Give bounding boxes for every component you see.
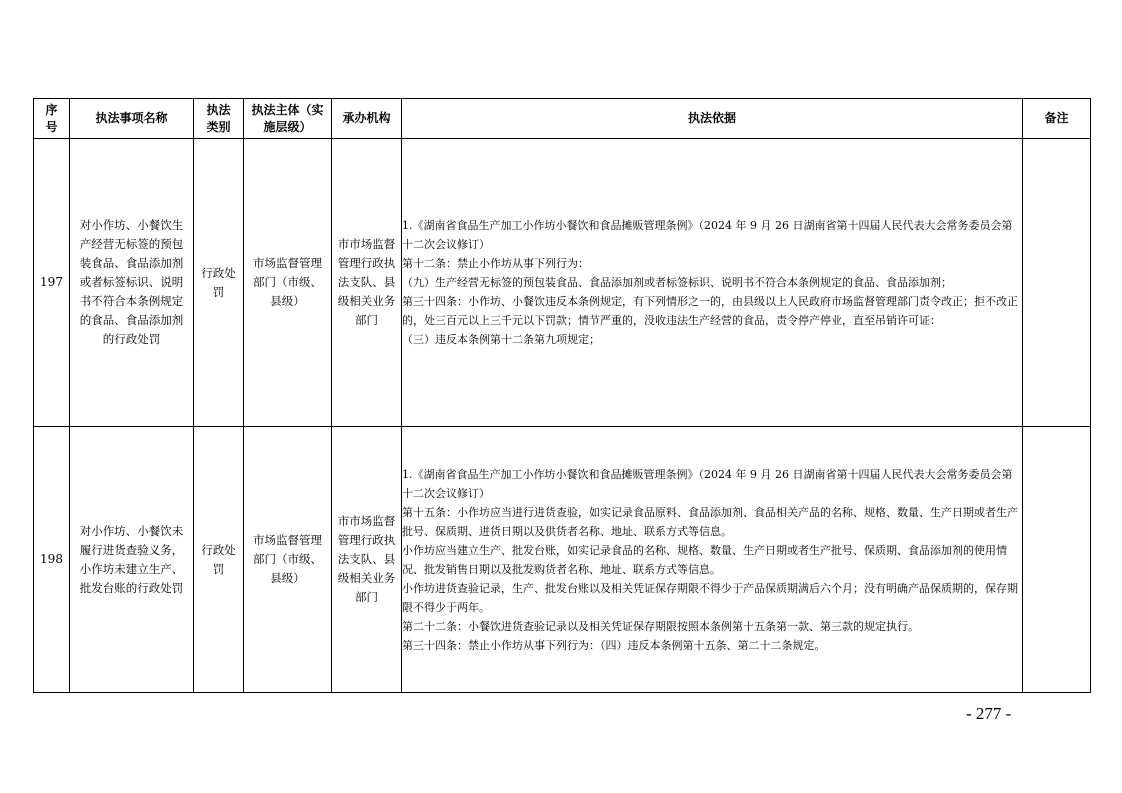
row-note bbox=[1023, 427, 1091, 693]
header-name: 执法事项名称 bbox=[70, 99, 194, 139]
row-name: 对小作坊、小餐饮生产经营无标签的预包装食品、食品添加剂或者标签标识、说明书不符合本条例规定的食品、食品添加剂的行政处罚 bbox=[70, 139, 194, 427]
basis-paragraph: 第三十四条：小作坊、小餐饮违反本条例规定，有下列情形之一的，由县级以上人民政府市场监督管理部门责令改正；拒不改正的，处三百元以上三千元以下罚款；情节严重的，没收违法生产经营的食品，责令停产停业，直至吊销许可证： bbox=[402, 295, 1018, 327]
row-subject: 市场监督管理部门（市级、县级） bbox=[244, 139, 332, 427]
row-type: 行政处罚 bbox=[194, 139, 244, 427]
basis-paragraph: 第十二条：禁止小作坊从事下列行为： bbox=[402, 257, 589, 270]
basis-paragraph: 1.《湖南省食品生产加工小作坊小餐饮和食品摊贩管理条例》（2024 年 9 月 26 日湖南省第十四届人民代表大会常务委员会第十二次会议修订） bbox=[402, 219, 1013, 251]
header-note: 备注 bbox=[1023, 99, 1091, 139]
row-basis bbox=[402, 427, 1023, 693]
row-org: 市市场监督管理行政执法支队、县级相关业务部门 bbox=[332, 139, 402, 427]
header-subject: 执法主体（实施层级） bbox=[244, 99, 332, 139]
header-seq: 序号 bbox=[34, 99, 70, 139]
page-number: - 277 - bbox=[966, 704, 1012, 723]
row-name: 对小作坊、小餐饮未履行进货查验义务，小作坊未建立生产、批发台账的行政处罚 bbox=[70, 427, 194, 693]
basis-paragraph: （三）违反本条例第十二条第九项规定； bbox=[402, 333, 600, 346]
row-org: 市市场监督管理行政执法支队、县级相关业务部门 bbox=[332, 427, 402, 693]
row-note bbox=[1023, 139, 1091, 427]
basis-paragraph: 小作坊进货查验记录，生产、批发台账以及相关凭证保存期限不得少于产品保质期满后六个月；没有明确产品保质期的，保存期限不得少于两年。 bbox=[402, 581, 1018, 614]
row-seq: 198 bbox=[34, 427, 70, 693]
basis-paragraph: 小作坊应当建立生产、批发台账，如实记录食品的名称、规格、数量、生产日期或者生产批号、保质期、食品添加剂的使用情况、批发销售日期以及批发购货者名称、地址、联系方式等信息。 bbox=[402, 543, 1007, 576]
enforcement-table bbox=[33, 98, 1091, 693]
basis-paragraph: （九）生产经营无标签的预包装食品、食品添加剂或者标签标识、说明书不符合本条例规定的食品、食品添加剂； bbox=[402, 276, 952, 289]
header-type: 执法类别 bbox=[194, 99, 244, 139]
row-basis bbox=[402, 139, 1023, 427]
table-row bbox=[34, 427, 1091, 693]
row-subject: 市场监督管理部门（市级、县级） bbox=[244, 427, 332, 693]
basis-paragraph: 第三十四条：禁止小作坊从事下列行为：（四）违反本条例第十五条、第二十二条规定。 bbox=[402, 638, 826, 652]
table-row bbox=[34, 139, 1091, 427]
row-type: 行政处罚 bbox=[194, 427, 244, 693]
header-row bbox=[34, 99, 1091, 139]
basis-paragraph: 第十五条：小作坊应当进行进货查验，如实记录食品原料、食品添加剂、食品相关产品的名称、规格、数量、生产日期或者生产批号、保质期、进货日期以及供货者名称、地址、联系方式等信息。 bbox=[402, 505, 1018, 538]
row-seq: 197 bbox=[34, 139, 70, 427]
basis-paragraph: 1.《湖南省食品生产加工小作坊小餐饮和食品摊贩管理条例》（2024 年 9 月 26 日湖南省第十四届人民代表大会常务委员会第十二次会议修订） bbox=[402, 467, 1013, 500]
header-org: 承办机构 bbox=[332, 99, 402, 139]
basis-paragraph: 第二十二条：小餐饮进货查验记录以及相关凭证保存期限按照本条例第十五条第一款、第三款的规定执行。 bbox=[402, 619, 919, 633]
header-basis: 执法依据 bbox=[402, 99, 1023, 139]
